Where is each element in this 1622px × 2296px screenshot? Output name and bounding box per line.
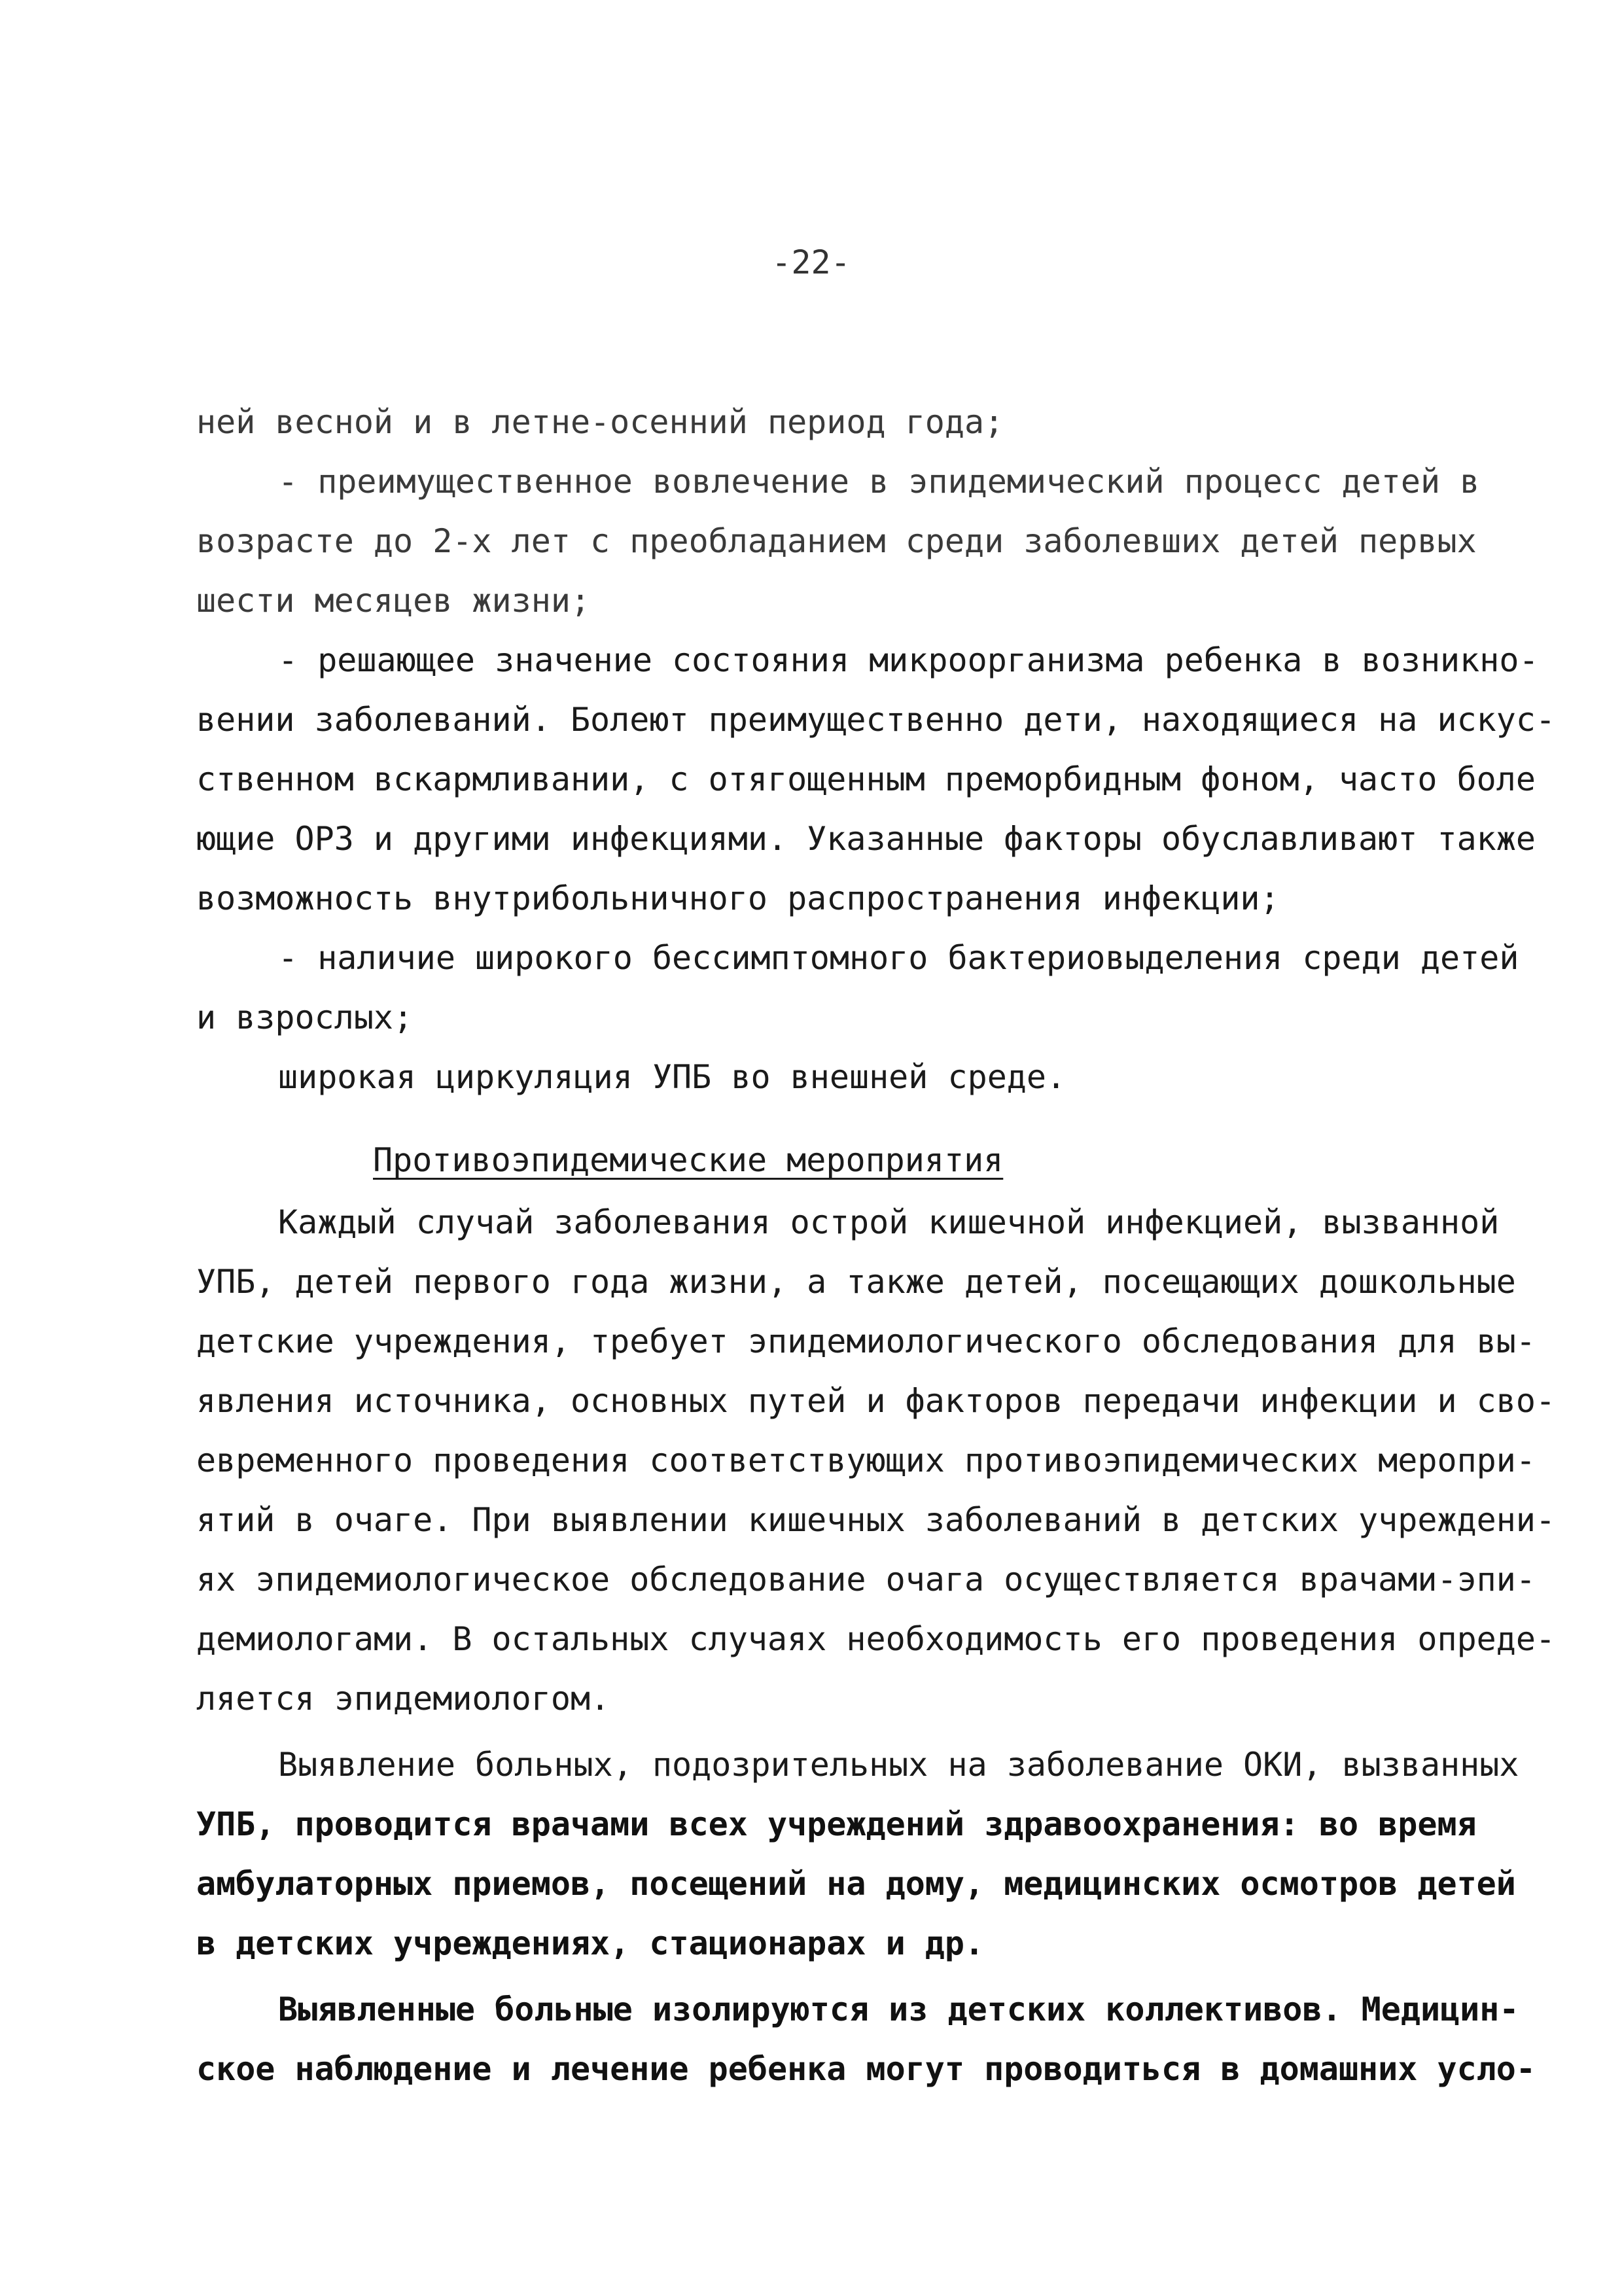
text-line: в детских учреждениях, стационарах и др. — [196, 1924, 985, 1962]
text-line: Выявление больных, подозрительных на заболевание ОКИ, вызванных — [278, 1746, 1519, 1784]
text-line: УПБ, детей первого года жизни, а также детей, посещающих дошкольные — [196, 1263, 1516, 1301]
text-line: ственном вскармливании, с отягощенным преморбидным фоном, часто боле — [196, 760, 1536, 798]
text-line: евременного проведения соответствующих противоэпидемических меропри- — [196, 1441, 1536, 1479]
paragraph-isolation — [196, 1980, 1536, 2099]
paragraph-detection — [196, 1735, 1519, 1973]
text-line: шести месяцев жизни; — [196, 582, 591, 620]
paragraph-carriage — [196, 928, 1519, 1048]
text-line: УПБ, проводится врачами всех учреждений здравоохранения: во время — [196, 1805, 1477, 1843]
text-line: ней весной и в летне-осенний период года; — [196, 403, 1004, 441]
text-line: ющие ОРЗ и другими инфекциями. Указанные факторы обуславливают также — [196, 820, 1536, 858]
paragraph-circulation — [196, 1048, 1446, 1107]
text-line: Каждый случай заболевания острой кишечной инфекцией, вызванной — [278, 1203, 1500, 1241]
text-line: широкая циркуляция УПБ во внешней среде. — [278, 1058, 1067, 1096]
text-line: Выявленные больные изолируются из детских коллективов. Медицин- — [278, 1990, 1519, 2028]
text-line: явления источника, основных путей и факторов передачи инфекции и сво- — [196, 1382, 1556, 1420]
text-line: возможность внутрибольничного распространения инфекции; — [196, 879, 1280, 917]
text-line: демиологами. В остальных случаях необходимость его проведения опреде- — [196, 1620, 1556, 1658]
paragraph-continuation — [196, 393, 1446, 452]
page-number: -22- — [771, 243, 851, 281]
paragraph-investigation — [196, 1193, 1556, 1729]
text-line: ятий в очаге. При выявлении кишечных заболеваний в детских учреждени- — [196, 1501, 1556, 1539]
text-line: ское наблюдение и лечение ребенка могут проводиться в домашних усло- — [196, 2050, 1536, 2088]
paragraph-organism-state — [196, 631, 1556, 928]
text-line: вении заболеваний. Болеют преимущественно дети, находящиеся на искус- — [196, 701, 1556, 739]
text-line: - решающее значение состояния микроорганизма ребенка в возникно- — [278, 641, 1539, 679]
document-body — [196, 393, 1556, 2099]
text-line: ляется эпидемиологом. — [196, 1680, 610, 1718]
text-line: детские учреждения, требует эпидемиологического обследования для вы- — [196, 1322, 1536, 1360]
section-heading: Противоэпидемические мероприятия — [373, 1141, 1004, 1179]
text-line: и взрослых; — [196, 998, 414, 1036]
text-line: амбулаторных приемов, посещений на дому, медицинских осмотров детей — [196, 1865, 1516, 1903]
text-line: возрасте до 2-х лет с преобладанием среди заболевших детей первых — [196, 522, 1477, 560]
text-line: - преимущественное вовлечение в эпидемический процесс детей в — [278, 463, 1480, 501]
paragraph-age-factor — [196, 452, 1480, 631]
text-line: ях эпидемиологическое обследование очага осуществляется врачами-эпи- — [196, 1561, 1536, 1598]
text-line: - наличие широкого бессимптомного бактериовыделения среди детей — [278, 939, 1519, 977]
